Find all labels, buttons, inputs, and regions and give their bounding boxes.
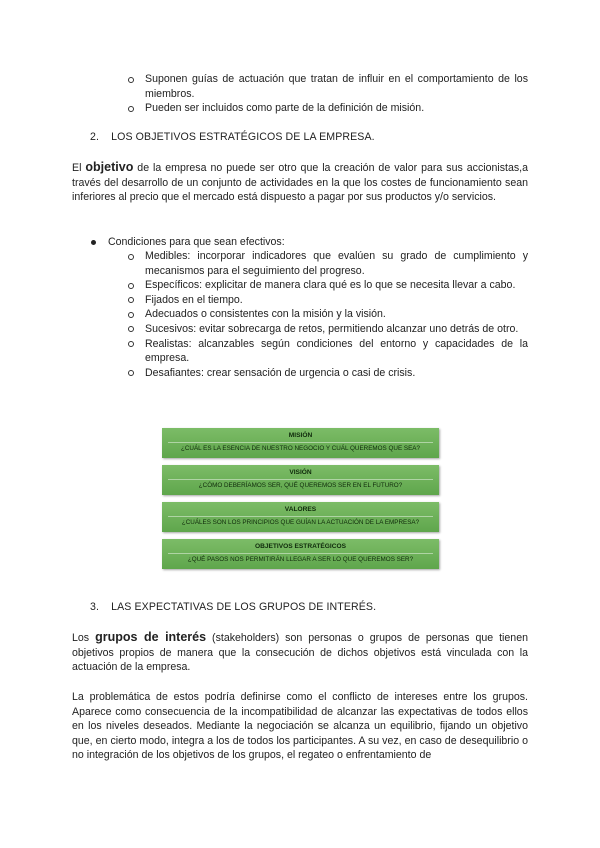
objective-paragraph: El objetivo de la empresa no puede ser otro que la creación de valor para sus accionistas,a través del desarrollo de un conjunto de actividades en la que los costes de funcionamiento sean inferiores al precio que el mercado está dispuesto a pagar por sus productos y/o servicios. [72,160,528,204]
list-item: Medibles: incorporar indicadores que evalúen su grado de cumplimiento y mecanismos para el seguimiento del progreso. [128,249,528,278]
section-heading [90,130,375,145]
list-item: Pueden ser incluidos como parte de la definición de misión. [128,101,528,116]
section-number: 3. [90,601,100,613]
strategy-diagram [162,428,439,576]
list-item: Realistas: alcanzables según condiciones del entorno y capacidades de la empresa. [128,337,528,366]
diagram-box-vision: VISIÓN ¿CÓMO DEBERÍAMOS SER, QUÉ QUEREMOS SER EN EL FUTURO? [162,465,439,495]
section-heading [90,600,376,615]
diagram-box-valores: VALORES ¿CUÁLES SON LOS PRINCIPIOS QUE GUÍAN LA ACTUACIÓN DE LA EMPRESA? [162,502,439,532]
key-term: objetivo [85,160,134,174]
bullet-icon [91,240,96,245]
conditions-heading: Condiciones para que sean efectivos: [108,236,285,248]
list-item: Fijados en el tiempo. [128,293,528,308]
diagram-box-mision: MISIÓN ¿CUÁL ES LA ESENCIA DE NUESTRO NEGOCIO Y CUÁL QUEREMOS QUE SEA? [162,428,439,458]
stakeholders-paragraph: Los grupos de interés (stakeholders) son personas o grupos de personas que tienen objetivos propios de manera que la consecución de dichos objetivos está vinculada con la actuación de la empresa. [72,630,528,674]
top-subitem-list [128,72,528,116]
section-title: LAS EXPECTATIVAS DE LOS GRUPOS DE INTERÉS. [111,601,377,613]
diagram-box-objetivos: OBJETIVOS ESTRATÉGICOS ¿QUÉ PASOS NOS PERMITIRÁN LLEGAR A SER LO QUE QUEREMOS SER? [162,539,439,569]
conditions-list [128,249,528,380]
section-number: 2. [90,131,100,143]
list-item: Específicos: explicitar de manera clara qué es lo que se necesita llevar a cabo. [128,278,528,293]
list-item: Suponen guías de actuación que tratan de influir en el comportamiento de los miembros. [128,72,528,101]
list-item: Desafiantes: crear sensación de urgencia o casi de crisis. [128,366,528,381]
list-item: Adecuados o consistentes con la misión y la visión. [128,307,528,322]
section-title: LOS OBJETIVOS ESTRATÉGICOS DE LA EMPRESA. [111,131,375,143]
conflict-paragraph: La problemática de estos podría definirse como el conflicto de intereses entre los grupos. Aparece como consecuencia de la incompatibilidad de alcanzar las expectativas de todos ellos en los niveles deseados. Mediante la negociación se alcanza un equilibrio, fijando un objetivo que, en cierto modo, integra a los de todos los participantes. A su vez, en caso de desequilibrio o no integración de los objetivos de los grupos, el regateo o enfrentamiento de [72,691,528,762]
list-item: Sucesivos: evitar sobrecarga de retos, permitiendo alcanzar uno detrás de otro. [128,322,528,337]
key-term: grupos de interés [95,630,207,644]
